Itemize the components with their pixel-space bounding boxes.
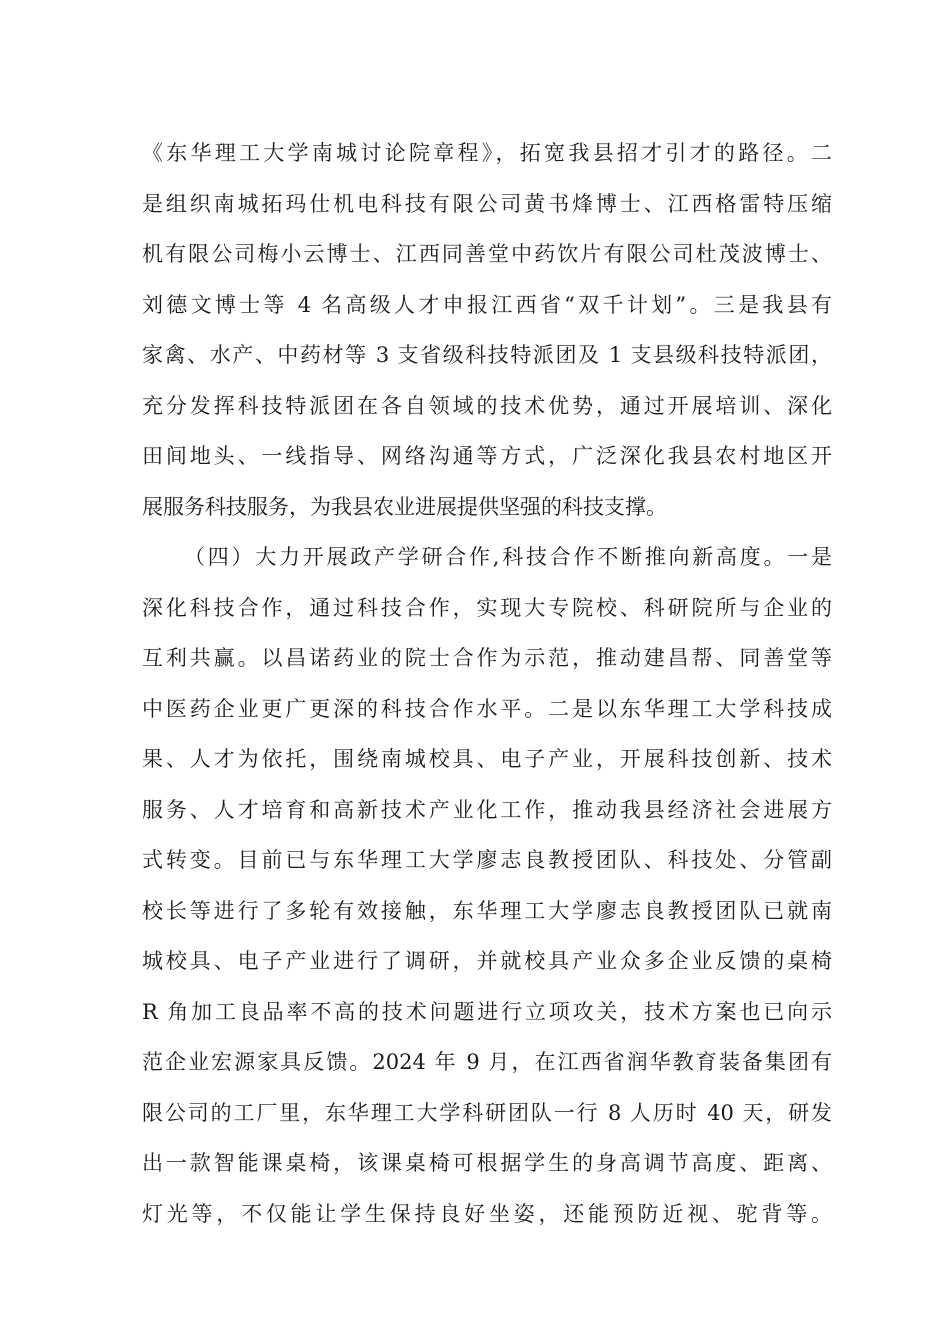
text-line: 田间地头、一线指导、网络沟通等方式，广泛深化我县农村地区开 (142, 444, 832, 468)
text-line: 家禽、水产、中药材等 3 支省级科技特派团及 1 支县级科技特派团， (142, 343, 832, 367)
text-line: 校长等进行了多轮有效接触，东华理工大学廖志良教授团队已就南 (142, 898, 832, 923)
text-line: 充分发挥科技特派团在各自领域的技术优势，通过开展培训、深化 (142, 393, 832, 418)
text-line: 式转变。目前已与东华理工大学廖志良教授团队、科技处、分管副 (142, 848, 832, 872)
text-line: 深化科技合作，通过科技合作，实现大专院校、科研院所与企业的 (142, 595, 832, 620)
text-line: 城校具、电子产业进行了调研，并就校具产业众多企业反馈的桌椅 (142, 949, 832, 973)
body-text (142, 128, 832, 1239)
paragraph-start-line: （四）大力开展政产学研合作,科技合作不断推向新高度。一是 (184, 545, 832, 569)
text-line: R 角加工良品率不高的技术问题进行立项攻关，技术方案也已向示 (142, 999, 832, 1024)
text-line: 果、人才为依托，围绕南城校具、电子产业，开展科技创新、技术 (142, 747, 832, 771)
text-line: 《东华理工大学南城讨论院章程》，拓宽我县招才引才的路径。二 (142, 141, 832, 165)
text-line: 灯光等，不仅能让学生保持良好坐姿，还能预防近视、驼背等。 (142, 1201, 832, 1226)
text-line: 展服务科技服务，为我县农业进展提供坚强的科技支撑。 (142, 494, 667, 519)
text-line: 服务、人才培育和高新技术产业化工作，推动我县经济社会进展方 (142, 797, 832, 822)
text-line: 中医药企业更广更深的科技合作水平。二是以东华理工大学科技成 (142, 696, 832, 721)
text-line: 机有限公司梅小云博士、江西同善堂中药饮片有限公司杜茂波博士、 (142, 242, 832, 266)
text-line: 是组织南城拓玛仕机电科技有限公司黄书烽博士、江西格雷特压缩 (142, 191, 832, 216)
text-line: 限公司的工厂里，东华理工大学科研团队一行 8 人历时 40 天，研发 (142, 1100, 832, 1125)
text-line: 出一款智能课桌椅，该课桌椅可根据学生的身高调节高度、距离、 (142, 1151, 832, 1175)
text-line: 刘德文博士等 4 名高级人才申报江西省“双千计划”。三是我县有 (142, 292, 832, 317)
text-line: 范企业宏源家具反馈。2024 年 9 月，在江西省润华教育装备集团有 (142, 1050, 832, 1074)
text-line: 互利共赢。以昌诺药业的院士合作为示范，推动建昌帮、同善堂等 (142, 646, 832, 670)
